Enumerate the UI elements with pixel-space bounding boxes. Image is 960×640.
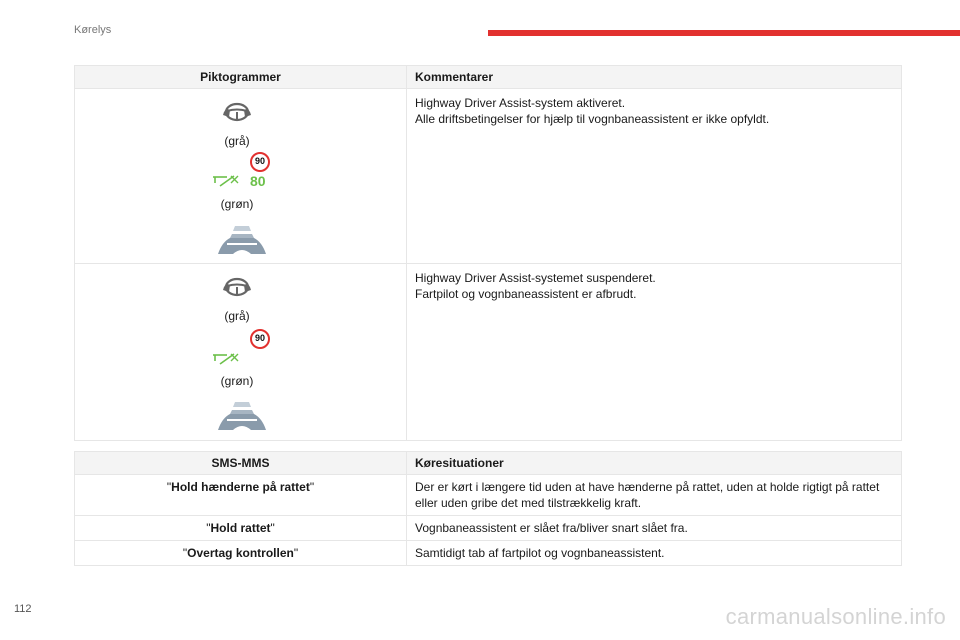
section-title: Kørelys <box>74 24 112 36</box>
caption-green: (grøn) <box>220 374 254 388</box>
message-table <box>74 451 902 566</box>
road-lanes-icon <box>216 224 268 254</box>
steering-hands-icon <box>221 101 253 123</box>
table-header-row <box>75 452 902 475</box>
message-text: Overtag kontrollen <box>187 546 294 560</box>
situation-cell <box>407 475 902 516</box>
pictogram-cell <box>75 89 407 264</box>
table-header-row <box>75 66 902 89</box>
set-speed-value: 80 <box>250 173 266 189</box>
situation-line: Vognbaneassistent er slået fra/bliver snart slået fra. <box>415 521 688 535</box>
message-cell: "Overtag kontrollen" <box>75 541 407 566</box>
situation-cell <box>407 541 902 566</box>
message-cell: "Hold hænderne på rattet" <box>75 475 407 516</box>
table-row <box>75 541 902 566</box>
table-row <box>75 89 902 264</box>
message-text: Hold hænderne på rattet <box>171 480 310 494</box>
situation-line: Samtidigt tab af fartpilot og vognbaneassistent. <box>415 546 665 560</box>
header-accent-bar <box>488 30 960 36</box>
comment-line: Alle driftsbetingelser for hjælp til vognbaneassistent er ikke opfyldt. <box>415 112 770 126</box>
message-text: Hold rattet <box>210 521 271 535</box>
comment-cell <box>407 89 902 264</box>
lane-assist-icon <box>211 352 241 366</box>
message-cell: "Hold rattet" <box>75 516 407 541</box>
speed-limit-sign-icon: 90 <box>250 152 270 172</box>
table-row <box>75 264 902 441</box>
comment-cell <box>407 264 902 441</box>
speed-limit-sign-icon: 90 <box>250 329 270 349</box>
page-number: 112 <box>14 603 32 615</box>
comment-line: Fartpilot og vognbaneassistent er afbrudt. <box>415 287 637 301</box>
watermark: carmanualsonline.info <box>725 604 946 629</box>
situation-line: Der er kørt i længere tid uden at have hænderne på rattet, uden at holde rigtigt på rattet <box>415 480 880 494</box>
table-row <box>75 516 902 541</box>
caption-green: (grøn) <box>220 197 254 211</box>
table-row <box>75 475 902 516</box>
situation-cell <box>407 516 902 541</box>
caption-grey: (grå) <box>224 134 250 148</box>
lane-assist-icon <box>211 174 241 188</box>
column-header: Piktogrammer <box>75 66 407 89</box>
road-lanes-icon <box>216 400 268 430</box>
comment-line: Highway Driver Assist-system aktiveret. <box>415 96 626 110</box>
steering-hands-icon <box>221 276 253 298</box>
comment-line: Highway Driver Assist-systemet suspenderet. <box>415 271 656 285</box>
column-header: Køresituationer <box>407 452 902 475</box>
pictogram-cell <box>75 264 407 441</box>
column-header: Kommentarer <box>407 66 902 89</box>
column-header: SMS-MMS <box>75 452 407 475</box>
caption-grey: (grå) <box>224 309 250 323</box>
situation-line: eller uden gribe det med tilstrækkelig kraft. <box>415 496 642 510</box>
pictogram-table <box>74 65 902 441</box>
